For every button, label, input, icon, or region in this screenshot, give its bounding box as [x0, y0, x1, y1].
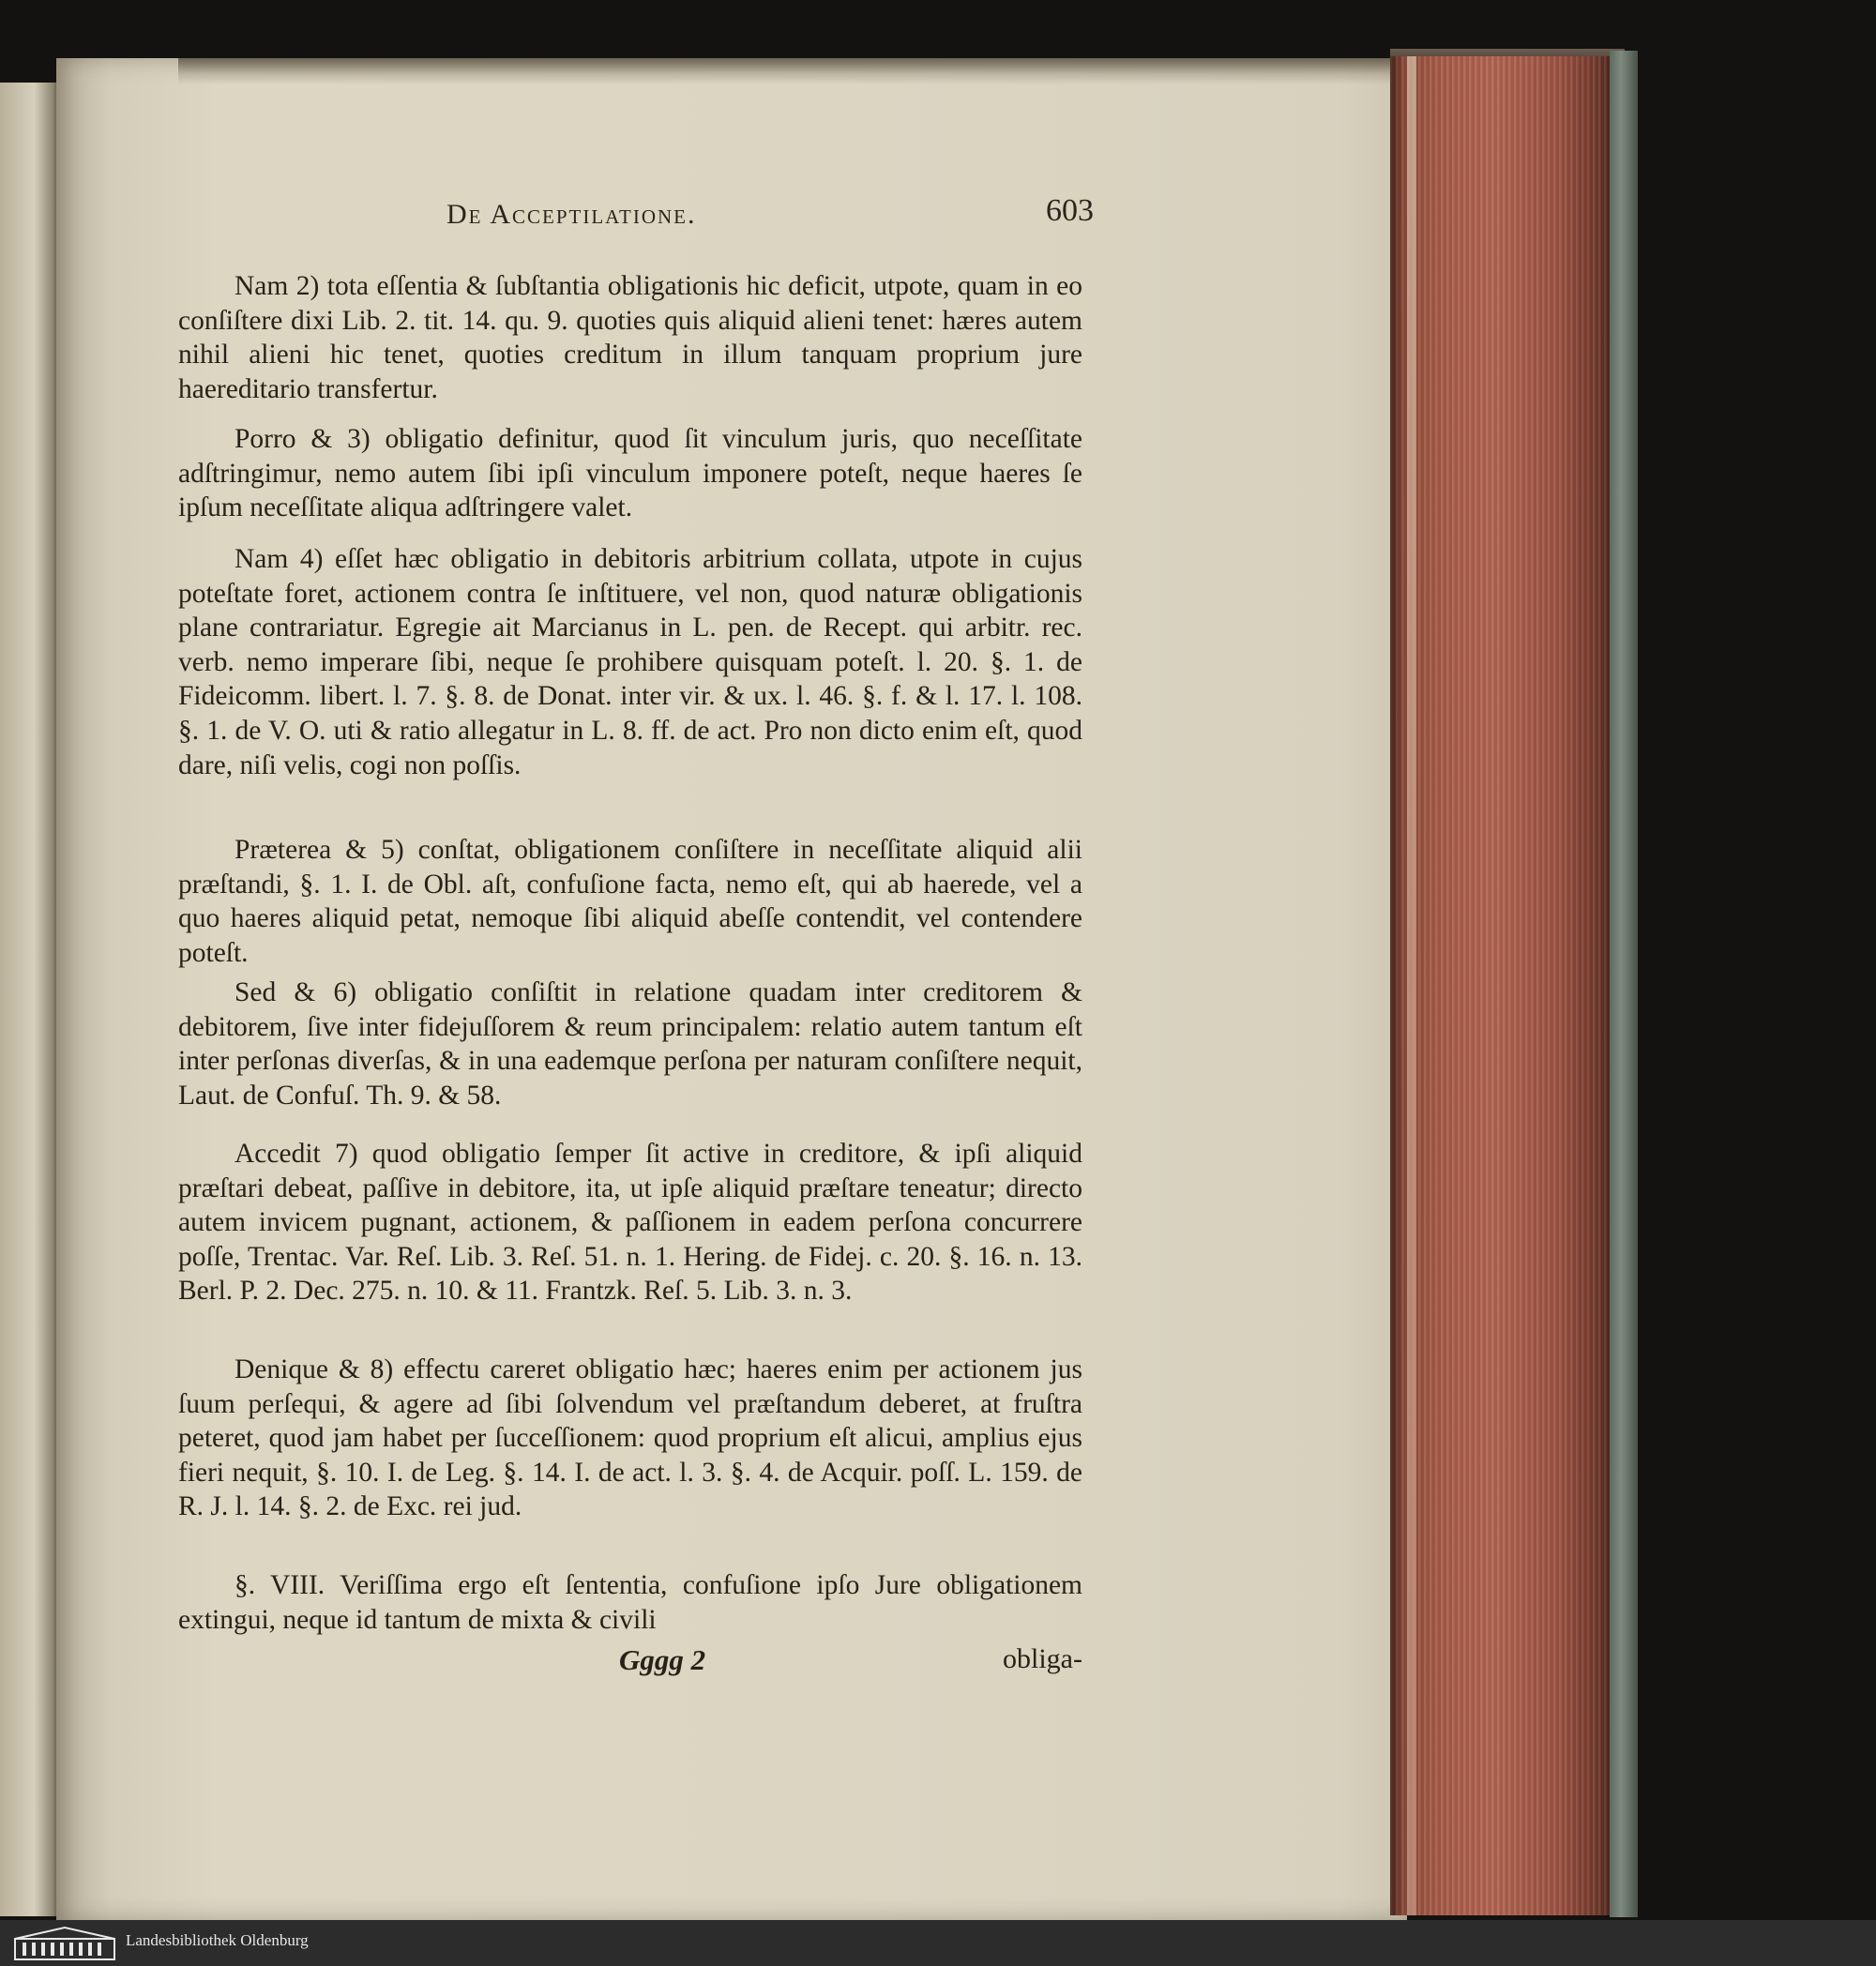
- paragraph-7: Denique & 8) effectu careret obligatio hæc; haeres enim per actionem jus ſuum perſequi, & agere ad ſibi ſolvendum vel præſtandum deberet, at fruſtra peteret, quod jam habet per ſucceſſionem: quod proprium eſt alicui, amplius ejus fieri nequit, §. 10. I. de Leg. §. 14. I. de act. l. 3. §. 4. de Acquir. poſſ. L. 159. de R. J. l. 14. §. 2. de Exc. rei jud.: [178, 1354, 1082, 1522]
- book-cover-edge: [1610, 51, 1638, 1917]
- catchword: obliga-: [1003, 1643, 1082, 1674]
- paragraph-2: Porro & 3) obligatio definitur, quod ſit vinculum juris, quo neceſſitate adſtringimur, nemo autem ſibi ipſi vinculum imponere poteſt, neque haeres ſe ipſum neceſſitate aliqua adſtringere valet.: [178, 424, 1082, 523]
- left-page-edge: [0, 83, 62, 1916]
- running-title: De Acceptilatione.: [446, 199, 697, 230]
- library-footer-bar: [0, 1920, 1876, 1966]
- library-building-icon: [13, 1926, 116, 1961]
- paragraph-5: Sed & 6) obligatio conſiſtit in relatione quadam inter creditorem & debitorem, ſive inter fidejuſſorem & reum principalem: relatio autem tantum eſt inter perſonas diverſas, & in una eademque perſona per naturam conſiſtere nequit, Laut. de Confuſ. Th. 9. & 58.: [178, 977, 1082, 1111]
- paragraph-6: Accedit 7) quod obligatio ſemper ſit active in creditore, & ipſi aliquid præſtari debeat, paſſive in debitore, ita, ut ipſe aliquid præſtare teneatur; directo autem invicem pugnant, actionem, & paſſionem in eadem perſona concurrere poſſe, Trentac. Var. Reſ. Lib. 3. Reſ. 51. n. 1. Hering. de Fidej. c. 20. §. 16. n. 13. Berl. P. 2. Dec. 275. n. 10. & 11. Frantzk. Reſ. 5. Lib. 3. n. 3.: [178, 1139, 1082, 1307]
- paragraph-4: Præterea & 5) conſtat, obligationem conſiſtere in neceſſitate aliquid alii præſtandi, §. 1. I. de Obl. aſt, confuſione facta, nemo eſt, qui ab haerede, vel a quo haeres aliquid petat, nemoque ſibi aliquid abeſſe contendit, vel contendere poteſt.: [178, 835, 1082, 968]
- page-top-shadow: [178, 58, 1407, 84]
- signature-mark: Gggg 2: [619, 1643, 706, 1676]
- book-fore-edge: [1390, 56, 1615, 1915]
- running-header: [446, 193, 1094, 236]
- paragraph-3: Nam 4) eſſet hæc obligatio in debitoris arbitrium collata, utpote in cujus poteſtate foret, actionem contra ſe inſtituere, vel non, quod naturæ obligationis plane contrariatur. Egregie ait Marcianus in L. pen. de Recept. qui arbitr. rec. verb. nemo imperare ſibi, neque ſe prohibere quisquam poteſt. l. 20. §. 1. de Fideicomm. libert. l. 7. §. 8. de Donat. inter vir. & ux. l. 46. §. f. & l. 17. l. 108. §. 1. de V. O. uti & ratio allegatur in L. 8. ff. de act. Pro non dicto enim eſt, quod dare, niſi velis, cogi non poſſis.: [178, 544, 1082, 780]
- fore-edge-highlight: [1407, 56, 1416, 1915]
- page-number: 603: [1046, 193, 1094, 228]
- paragraph-1: Nam 2) tota eſſentia & ſubſtantia obligationis hic deficit, utpote, quam in eo conſiſtere dixi Lib. 2. tit. 14. qu. 9. quoties quis aliquid alieni tenet: hæres autem nihil alieni hic tenet, quoties creditum in illum tanquam proprium jure haereditario transfertur.: [178, 271, 1082, 404]
- page-footer-line: [178, 1643, 1082, 1681]
- paragraph-8: §. VIII. Veriſſima ergo eſt ſententia, confuſione ipſo Jure obligationem extingui, neque id tantum de mixta & civili: [178, 1570, 1082, 1635]
- library-name: Landesbibliothek Oldenburg: [126, 1931, 309, 1949]
